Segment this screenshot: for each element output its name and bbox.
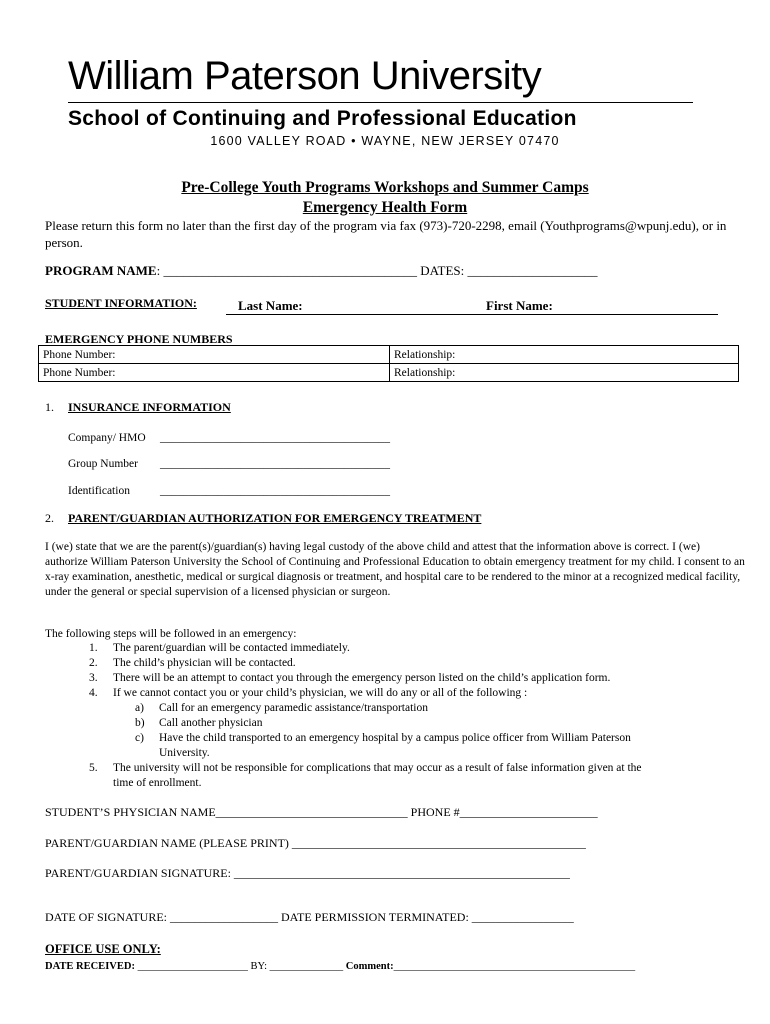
phone-number-cell[interactable]: Phone Number: bbox=[39, 364, 390, 382]
guardian-signature-field[interactable]: PARENT/GUARDIAN SIGNATURE: ________________________________________________________ bbox=[45, 866, 570, 880]
first-name-field[interactable]: First Name: bbox=[486, 298, 553, 313]
last-name-field[interactable]: Last Name: bbox=[238, 298, 303, 313]
form-instructions: Please return this form no later than the first day of the program via fax (973)-720-2298, email (Youthprograms@wpunj.edu), or in person. bbox=[45, 218, 727, 250]
relationship-cell[interactable]: Relationship: bbox=[390, 364, 739, 382]
school-name: School of Continuing and Professional Education bbox=[68, 107, 577, 130]
university-address: 1600 VALLEY ROAD • WAYNE, NEW JERSEY 07470 bbox=[210, 134, 560, 148]
by-field[interactable]: ______________ bbox=[267, 961, 346, 972]
authorization-heading: PARENT/GUARDIAN AUTHORIZATION FOR EMERGENCY TREATMENT bbox=[68, 511, 482, 525]
insurance-heading: INSURANCE INFORMATION bbox=[68, 400, 231, 414]
table-row bbox=[39, 346, 739, 364]
group-number-label: Group Number bbox=[68, 458, 138, 470]
list-item-continuation: University. bbox=[159, 747, 210, 759]
form-page: William Paterson University School of Continuing and Professional Education 1600 VALLEY ROAD • WAYNE, NEW JERSEY 07470 Pre-College Youth Programs Workshops and Summer Camps Emergency Health Form Please return this form no later than the first day of the program via fax (973)-720-2298, email (Youthprograms@wpunj.edu), or in person. PROGRAM NAME: _______________________________________ DATES: ____________________ STUDENT INFORMATION: Last Name: First Name: EMERGENCY PHONE NUMBERS Phone Number: Relationship: Phone Number: Relationship: 1. INSURANCE INFORMATION Company/ HMO ________________________________________ Group Number ________________________________________ Identification ________________________________________ 2. PARENT/GUARDIAN AUTHORIZATION FOR EMERGENCY TREATMENT I (we) state that we are the parent(s)/guardian(s) having legal custody of the above child and attest that the information above is correct. I (we) authorize William Paterson University the School of Continuing and Professional Education to obtain emergency treatment for my child. I consent to an x-ray examination, anesthetic, medical or surgical diagnosis or treatment, and hospital care to be rendered to the minor at a recognized medical facility, under the general or special supervision of a licensed physician or surgeon. The following steps will be followed in an emergency: 1. The parent/guardian will be contacted immediately. 2. The child’s physician will be contacted. 3. There will be an attempt to contact you through the emergency person listed on the child’s application form. 4. If we cannot contact you or your child’s physician, we will do any or all of the following : a) Call for an emergency paramedic assistance/transportation b) Call another physician c) Have the child transported to an emergency hospital by a campus police officer from William Paterson University. 5. The university will not be responsible for complications that may occur as a result of false information given at the time of enrollment. STUDENT’S PHYSICIAN NAME________________________________ PHONE #_______________________ PARENT/GUARDIAN NAME (PLEASE PRINT) _________________________________________________ PARENT/GUARDIAN SIGNATURE: ________________________________________________________ DATE OF SIGNATURE: __________________ DATE PERMISSION TERMINATED: _________________ OFFICE USE ONLY: DATE RECEIVED: _____________________ BY: ______________ Comment:______________________________________________ bbox=[0, 0, 770, 1024]
phone-number-cell[interactable]: Phone Number: bbox=[39, 346, 390, 364]
comment-field[interactable]: ______________________________________________ bbox=[393, 961, 636, 972]
physician-field[interactable]: STUDENT’S PHYSICIAN NAME________________________________ PHONE #_______________________ bbox=[45, 805, 598, 819]
authorization-paragraph: I (we) state that we are the parent(s)/guardian(s) having legal custody of the above child and attest that the information above is correct. I (we) authorize William Paterson University the School of Continuing and Professional Education to obtain emergency treatment for my child. I consent to an x-ray examination, anesthetic, medical or surgical diagnosis or treatment, and hospital care to be rendered to the minor at a recognized medical facility, under the general or special supervision of a licensed physician or surgeon. bbox=[45, 541, 745, 598]
form-subtitle: Emergency Health Form bbox=[302, 199, 468, 216]
office-use-heading: OFFICE USE ONLY: bbox=[45, 942, 161, 956]
by-label: BY: bbox=[250, 961, 267, 972]
program-name-row bbox=[45, 262, 598, 279]
dates-field[interactable]: DATES: ____________________ bbox=[420, 263, 598, 278]
emergency-phone-table bbox=[38, 345, 739, 382]
office-use-row bbox=[45, 958, 635, 975]
program-name-label: PROGRAM NAME bbox=[45, 263, 157, 278]
identification-field[interactable]: ________________________________________ bbox=[160, 485, 390, 497]
table-row bbox=[39, 364, 739, 382]
authorization-number: 2. bbox=[45, 511, 54, 525]
form-title: Pre-College Youth Programs Workshops and Summer Camps bbox=[181, 179, 589, 196]
list-item-continuation: time of enrollment. bbox=[113, 777, 202, 789]
company-hmo-label: Company/ HMO bbox=[68, 432, 146, 444]
relationship-cell[interactable]: Relationship: bbox=[390, 346, 739, 364]
group-number-field[interactable]: ________________________________________ bbox=[160, 458, 390, 470]
program-name-field[interactable]: : _______________________________________ bbox=[156, 263, 417, 278]
identification-label: Identification bbox=[68, 485, 130, 497]
guardian-name-field[interactable]: PARENT/GUARDIAN NAME (PLEASE PRINT) _________________________________________________ bbox=[45, 836, 586, 850]
steps-intro: The following steps will be followed in an emergency: bbox=[45, 628, 297, 640]
date-received-field[interactable]: _____________________ bbox=[134, 961, 251, 972]
comment-label: Comment: bbox=[345, 961, 394, 972]
university-name: William Paterson University bbox=[68, 54, 542, 98]
student-name-rule bbox=[226, 314, 718, 315]
signature-dates-field[interactable]: DATE OF SIGNATURE: __________________ DATE PERMISSION TERMINATED: _________________ bbox=[45, 910, 574, 924]
company-hmo-field[interactable]: ________________________________________ bbox=[160, 432, 390, 444]
letterhead-divider bbox=[68, 102, 693, 103]
emergency-heading: EMERGENCY PHONE NUMBERS bbox=[45, 332, 233, 346]
insurance-number: 1. bbox=[45, 400, 54, 414]
student-info-label: STUDENT INFORMATION: bbox=[45, 296, 197, 310]
date-received-label: DATE RECEIVED: bbox=[45, 961, 135, 972]
